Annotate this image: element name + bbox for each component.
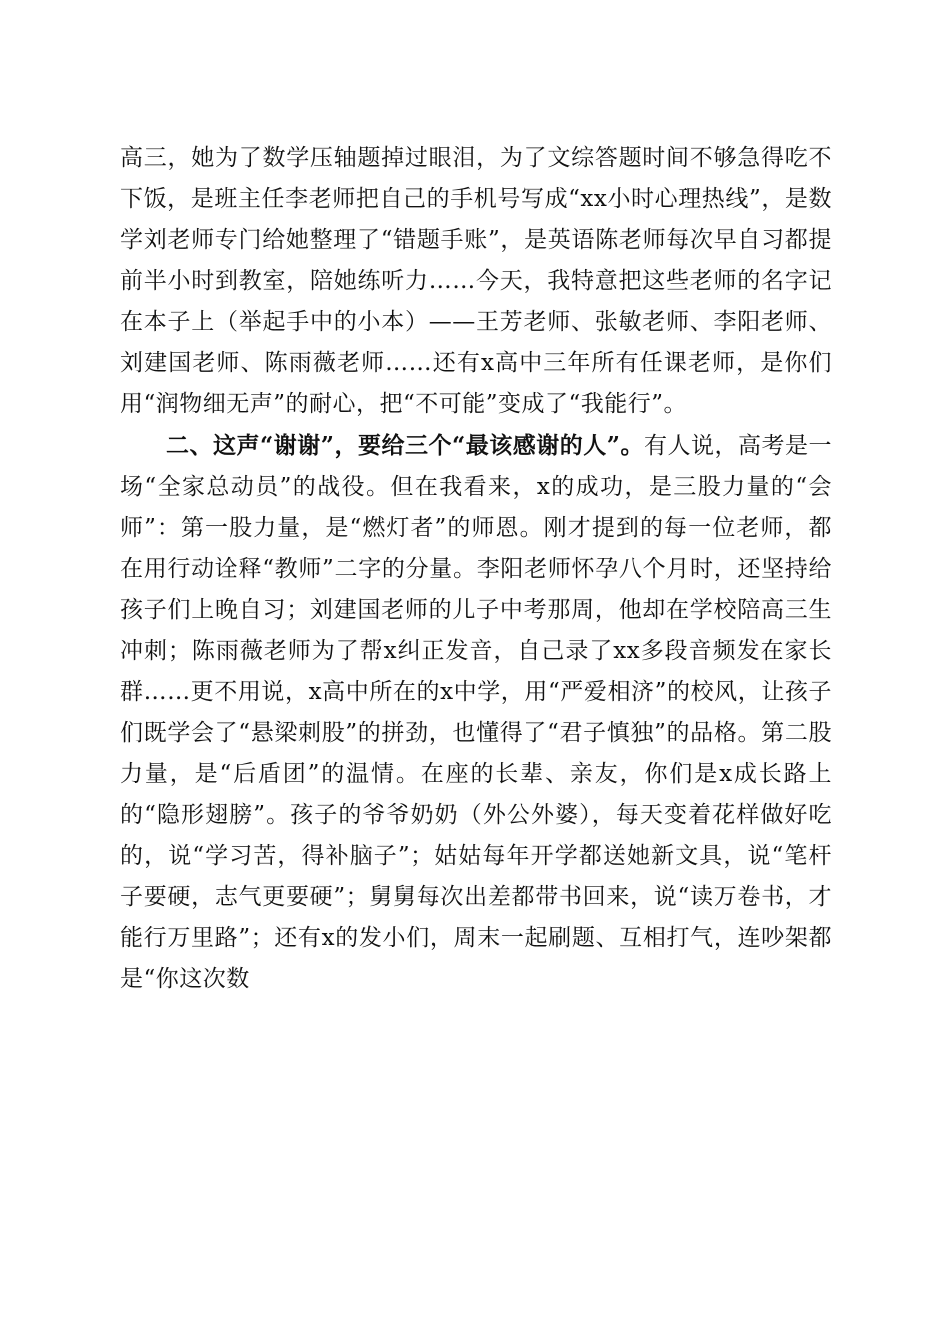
paragraph-text: 高三，她为了数学压轴题掉过眼泪，为了文综答题时间不够急得吃不下饭，是班主任李老师把自己的手机号写成“xx小时心理热线”，是数学刘老师专门给她整理了“错题手账”，是英语陈老师每次早自习都提前半小时到教室，陪她练听力……今天，我特意把这些老师的名字记在本子上（举起手中的小本）——王芳老师、张敏老师、李阳老师、刘建国老师、陈雨薇老师……还有x高中三年所有任课老师，是你们用“润物细无声”的耐心，把“不可能”变成了“我能行”。	[120, 145, 832, 417]
paragraph-section-two	[120, 425, 832, 1000]
paragraph-text: 有人说，高考是一场“全家总动员”的战役。但在我看来，x的成功，是三股力量的“会师”：第一股力量，是“燃灯者”的师恩。刚才提到的每一位老师，都在用行动诠释“教师”二字的分量。李阳老师怀孕八个月时，还坚持给孩子们上晚自习；刘建国老师的儿子中考那周，他却在学校陪高三生冲刺；陈雨薇老师为了帮x纠正发音，自己录了xx多段音频发在家长群……更不用说，x高中所在的x中学，用“严爱相济”的校风，让孩子们既学会了“悬梁刺股”的拼劲，也懂得了“君子慎独”的品格。第二股力量，是“后盾团”的温情。在座的长辈、亲友，你们是x成长路上的“隐形翅膀”。孩子的爷爷奶奶（外公外婆），每天变着花样做好吃的，说“学习苦，得补脑子”；姑姑每年开学都送她新文具，说“笔杆子要硬，志气更要硬”；舅舅每次出差都带书回来，说“读万卷书，才能行万里路”；还有x的发小们，周末一起刷题、互相打气，连吵架都是“你这次数	[120, 433, 833, 992]
section-heading: 二、这声“谢谢”，要给三个“最该感谢的人”。	[166, 432, 644, 459]
paragraph-teachers-thanks	[120, 138, 832, 425]
document-body	[120, 138, 832, 1000]
